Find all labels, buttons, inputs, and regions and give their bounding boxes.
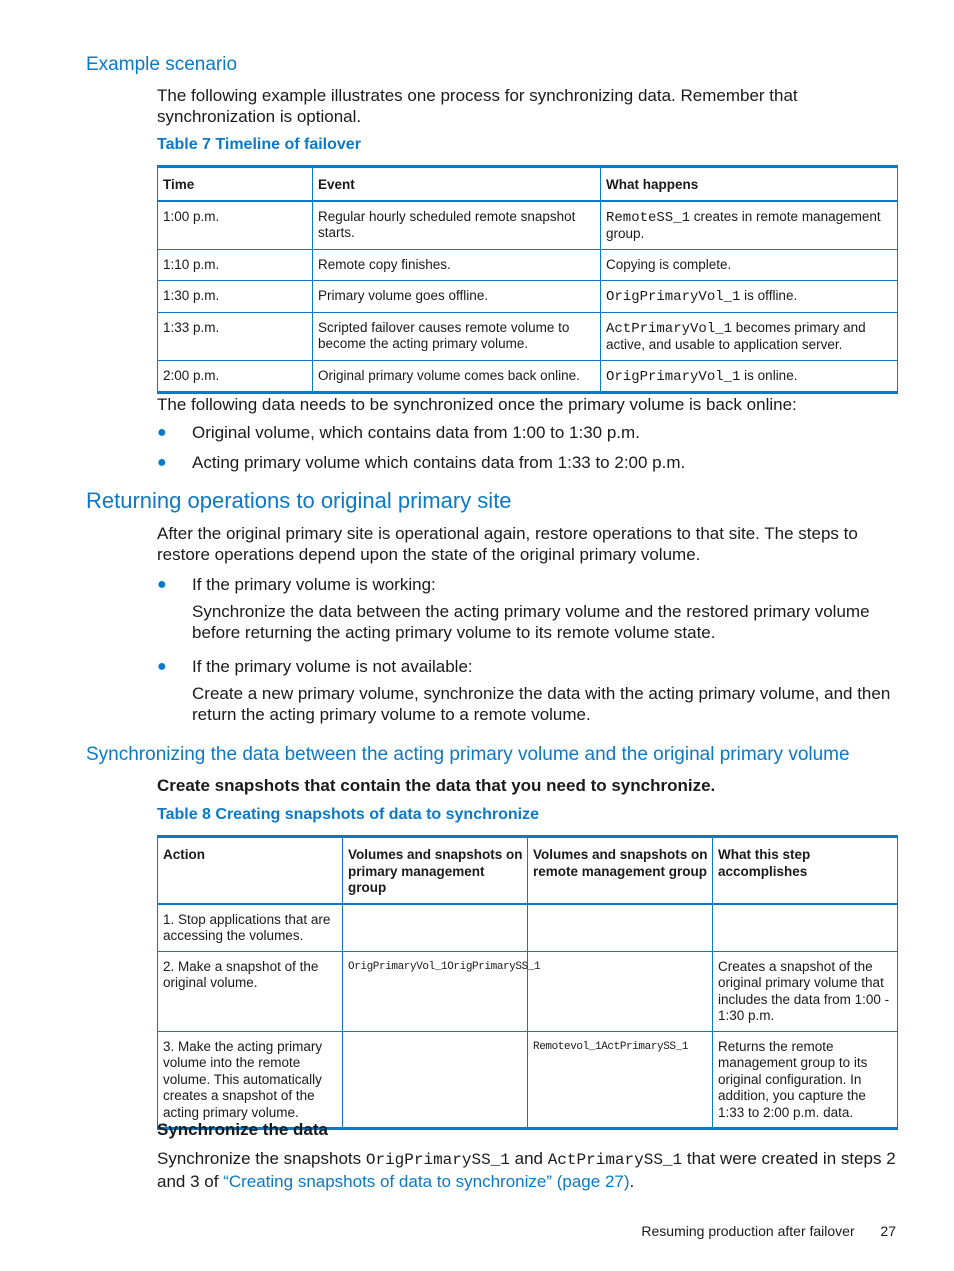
table-row (158, 201, 898, 250)
page-footer (641, 1223, 896, 1239)
bullet-icon: ● (157, 424, 167, 441)
snapshots-table (157, 835, 898, 1130)
column-header: What happens (601, 167, 898, 201)
what-text: is online. (740, 367, 798, 383)
remote-cell: Remotevol_1ActPrimarySS_1 (528, 1031, 713, 1129)
sync-text: that were created in steps 2 and 3 of (157, 1149, 896, 1191)
column-header: What this step accomplishes (713, 837, 898, 904)
column-header: Volumes and snapshots on primary management group (343, 837, 528, 904)
section-heading-example-scenario: Example scenario (86, 54, 238, 75)
sync-text: and (509, 1149, 548, 1168)
code-value: ActPrimaryVol_1 (606, 320, 733, 337)
primary-cell (343, 1031, 528, 1129)
list-item-text: If the primary volume is working: (192, 575, 436, 594)
column-header: Action (158, 837, 343, 904)
list-item-text: Original volume, which contains data from 1:00 to 1:30 p.m. (192, 423, 640, 442)
snapshot-code: OrigPrimarySS_1 (365, 1151, 510, 1169)
page-number: 27 (880, 1223, 896, 1239)
what-cell (601, 312, 898, 360)
remote-cell (528, 904, 713, 952)
column-header: Volumes and snapshots on remote management group (528, 837, 713, 904)
bullet-icon: ● (157, 576, 167, 593)
table-row (158, 360, 898, 393)
example-intro: The following example illustrates one process for synchronizing data. Remember that synchronization is optional. (157, 86, 798, 126)
what-cell (601, 249, 898, 281)
table7-caption: Table 7 Timeline of failover (157, 136, 361, 153)
step-title: Create snapshots that contain the data that you need to synchronize. (157, 776, 716, 795)
what-text: is offline. (740, 288, 798, 303)
what-text: becomes primary and active, and usable to application server. (606, 319, 866, 352)
sync-title: Synchronize the data (157, 1120, 328, 1139)
event-cell: Scripted failover causes remote volume to become the acting primary volume. (313, 312, 601, 360)
table-row (158, 249, 898, 281)
event-cell: Regular hourly scheduled remote snapshot starts. (313, 201, 601, 250)
table-row (158, 281, 898, 313)
timeline-table (157, 165, 898, 394)
table8-link[interactable]: “Creating snapshots of data to synchronize” (page 27) (223, 1172, 630, 1191)
sync-text: . (629, 1172, 635, 1191)
code-value: OrigPrimaryVol_1 (606, 289, 741, 305)
sync-text: Synchronize the snapshots (157, 1149, 366, 1168)
footer-title: Resuming production after failover (641, 1223, 855, 1239)
primary-cell: OrigPrimaryVol_1OrigPrimarySS_1 (343, 951, 528, 1031)
section-heading-synchronizing: Synchronizing the data between the acting primary volume and the original primary volume (86, 744, 850, 765)
sync-paragraph (157, 1148, 897, 1192)
table8-caption: Table 8 Creating snapshots of data to synchronize (157, 806, 539, 823)
result-cell: Returns the remote management group to its original configuration. In addition, you capture the 1:33 to 2:00 p.m. data. (713, 1031, 898, 1129)
sync-needed-text: The following data needs to be synchronized once the primary volume is back online: (157, 395, 797, 414)
snapshot-code: ActPrimarySS_1 (547, 1151, 683, 1169)
bullet-icon: ● (157, 658, 167, 675)
bullet-icon: ● (157, 454, 167, 471)
what-cell (601, 281, 898, 313)
returning-intro: After the original primary site is operational again, restore operations to that site. The steps to restore operations depend upon the state of the original primary volume. (157, 524, 858, 564)
column-header: Event (313, 167, 601, 201)
list-item-text: If the primary volume is not available: (192, 657, 473, 676)
action-cell: 2. Make a snapshot of the original volume. (158, 951, 343, 1031)
list-item-text: Acting primary volume which contains data from 1:33 to 2:00 p.m. (192, 453, 686, 472)
what-text: creates in remote management group. (606, 208, 881, 241)
table-header-row (158, 167, 898, 201)
time-cell: 1:33 p.m. (158, 312, 313, 360)
event-cell: Remote copy finishes. (313, 249, 601, 281)
time-cell: 1:00 p.m. (158, 201, 313, 250)
list-item-detail: Synchronize the data between the acting primary volume and the restored primary volume before returning the acting primary volume to its remote volume state. (192, 602, 870, 642)
primary-cell (343, 904, 528, 952)
what-text: Copying is complete. (606, 256, 732, 272)
time-cell: 2:00 p.m. (158, 360, 313, 393)
table-row (158, 951, 898, 1031)
time-cell: 1:10 p.m. (158, 249, 313, 281)
list-item-detail: Create a new primary volume, synchronize the data with the acting primary volume, and then return the acting primary volume to a remote volume. (192, 684, 891, 724)
result-cell: Creates a snapshot of the original primary volume that includes the data from 1:00 - 1:30 p.m. (713, 951, 898, 1031)
what-cell (601, 360, 898, 393)
table-row (158, 312, 898, 360)
event-cell: Primary volume goes offline. (313, 281, 601, 313)
section-heading-returning-operations: Returning operations to original primary site (86, 488, 512, 513)
column-header: Time (158, 167, 313, 201)
result-cell (713, 904, 898, 952)
table-row (158, 1031, 898, 1129)
remote-cell (528, 951, 713, 1031)
code-value: OrigPrimaryVol_1 (606, 368, 741, 385)
code-value: RemoteSS_1 (606, 209, 691, 226)
action-cell: 3. Make the acting primary volume into the remote volume. This automatically creates a snapshot of the acting primary volume. (158, 1031, 343, 1129)
table-row (158, 904, 898, 952)
what-cell (601, 201, 898, 250)
table-header-row (158, 837, 898, 904)
action-cell: 1. Stop applications that are accessing the volumes. (158, 904, 343, 952)
time-cell: 1:30 p.m. (158, 281, 313, 313)
event-cell: Original primary volume comes back online. (313, 360, 601, 393)
